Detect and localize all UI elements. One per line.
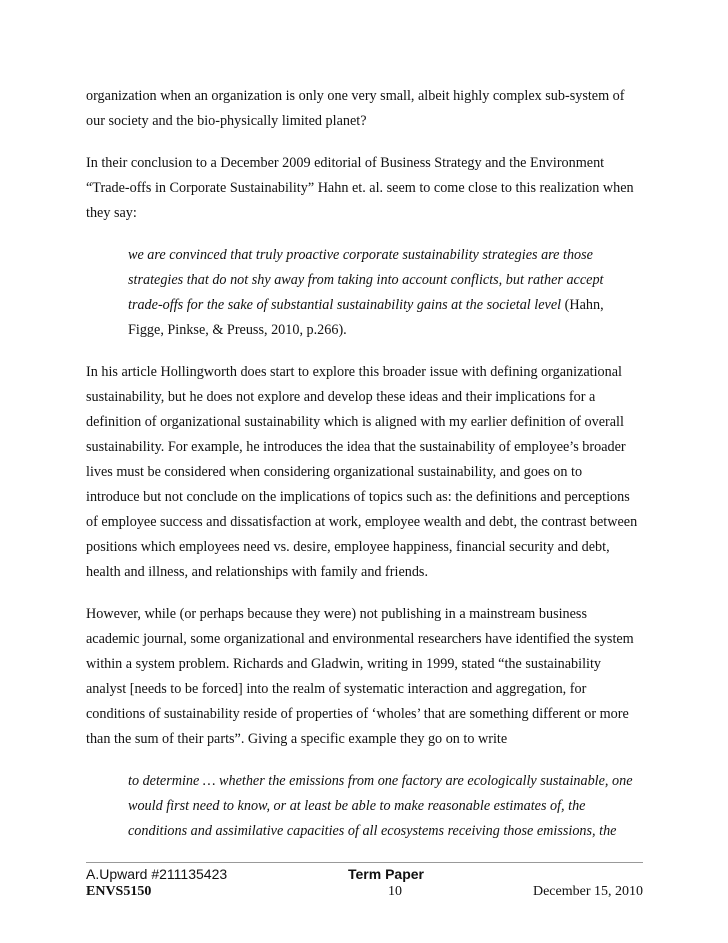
text-line: within a system problem. Richards and Gladwin, writing in 1999, stated “the sustainability <box>86 656 602 672</box>
text-line: introduce but not conclude on the implications of topics such as: the definitions and perceptions <box>86 489 630 505</box>
text-line: our society and the bio-physically limited planet? <box>86 113 367 129</box>
quote-line: strategies that do not shy away from taking into account conflicts, but rather accept <box>128 272 604 288</box>
text-line: In his article Hollingworth does start to explore this broader issue with defining organizational <box>86 364 622 380</box>
text-line: analyst [needs to be forced] into the realm of systematic interaction and aggregation, for <box>86 681 587 697</box>
text-line: than the sum of their parts”. Giving a specific example they go on to write <box>86 731 508 747</box>
footer-date: December 15, 2010 <box>532 884 643 899</box>
text-line: definition of organizational sustainability which is aligned with my earlier definition of overall <box>86 414 624 430</box>
text-line: In their conclusion to a December 2009 editorial of Business Strategy and the Environment <box>86 155 605 171</box>
text-line: academic journal, some organizational and environmental researchers have identified the system <box>86 631 634 647</box>
quote-line: we are convinced that truly proactive corporate sustainability strategies are those <box>128 247 593 263</box>
page-footer <box>86 866 643 902</box>
quote-line: to determine … whether the emissions from one factory are ecologically sustainable, one <box>128 773 633 789</box>
body-text <box>86 84 646 861</box>
text-line: of employee success and dissatisfaction at work, employee wealth and debt, the contrast between <box>86 514 638 530</box>
footer-divider <box>86 862 643 863</box>
quote-line: conditions and assimilative capacities of all ecosystems receiving those emissions, the <box>128 823 617 839</box>
text-line: sustainability, but he does not explore and develop these ideas and their implications for a <box>86 389 596 405</box>
text-line: sustainability. For example, he introduces the idea that the sustainability of employee’s broader <box>86 439 626 455</box>
footer-course: ENVS5150 <box>86 884 152 899</box>
citation: Figge, Pinkse, & Preuss, 2010, p.266). <box>128 322 347 338</box>
paragraph-2 <box>86 151 646 226</box>
paragraph-1 <box>86 84 646 134</box>
block-quote-1 <box>86 243 646 343</box>
paragraph-3 <box>86 360 646 585</box>
footer-author: A.Upward #211135423 <box>86 866 228 882</box>
citation: (Hahn, <box>561 297 604 313</box>
quote-line: would first need to know, or at least be able to make reasonable estimates of, the <box>128 798 586 814</box>
quote-line <box>128 293 646 318</box>
paragraph-4 <box>86 602 646 752</box>
text-line: they say: <box>86 205 137 221</box>
text-line: However, while (or perhaps because they were) not publishing in a mainstream business <box>86 606 587 622</box>
footer-page-number: 10 <box>388 884 402 899</box>
text-line: lives must be considered when considering organizational sustainability, and goes on to <box>86 464 583 480</box>
text-line: positions which employees need vs. desire, employee happiness, financial security and debt, <box>86 539 610 555</box>
text-line: organization when an organization is only one very small, albeit highly complex sub-system of <box>86 88 625 104</box>
footer-doc-type: Term Paper <box>348 866 424 882</box>
quote-text: trade-offs for the sake of substantial sustainability gains at the societal level <box>128 297 562 313</box>
text-line: “Trade-offs in Corporate Sustainability” Hahn et. al. seem to come close to this realization when <box>86 180 634 196</box>
block-quote-2 <box>86 769 646 844</box>
text-line: conditions of sustainability reside of properties of ‘wholes’ that are something different or more <box>86 706 629 722</box>
text-line: health and illness, and relationships with family and friends. <box>86 564 429 580</box>
